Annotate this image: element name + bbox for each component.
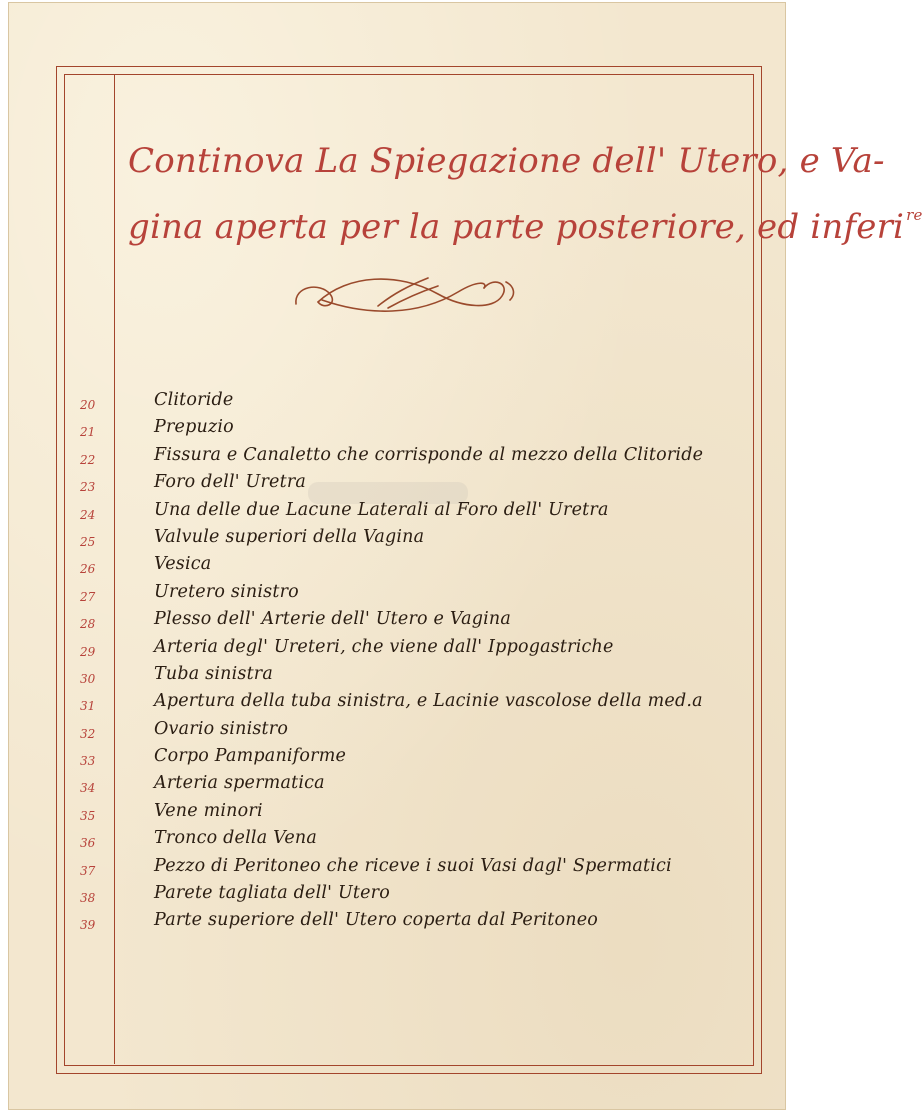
list-item <box>60 908 740 935</box>
entry-number: 32 <box>80 726 96 741</box>
entry-text: Apertura della tuba sinistra, e Lacinie vascolose della med.a <box>154 691 703 712</box>
entry-text: Parte superiore dell' Utero coperta dal Peritoneo <box>154 910 598 931</box>
list-item <box>60 662 740 689</box>
list-item <box>60 388 740 415</box>
entry-text: Uretero sinistro <box>154 581 299 602</box>
page-title <box>128 134 923 254</box>
list-item <box>60 552 740 579</box>
list-item <box>60 799 740 826</box>
list-item <box>60 717 740 744</box>
list-item <box>60 689 740 716</box>
calligraphic-flourish-icon <box>288 264 518 324</box>
list-item <box>60 498 740 525</box>
entry-number: 24 <box>80 507 96 522</box>
entry-number: 21 <box>80 425 96 440</box>
entry-text: Tronco della Vena <box>154 828 317 849</box>
entry-text: Corpo Pampaniforme <box>154 746 347 767</box>
entry-number: 33 <box>80 754 96 769</box>
entry-number: 34 <box>80 781 96 796</box>
entry-number: 36 <box>80 836 96 851</box>
entry-text: Vesica <box>154 554 212 575</box>
list-item <box>60 744 740 771</box>
entry-text: Foro dell' Uretra <box>154 472 307 493</box>
list-item <box>60 826 740 853</box>
entry-text: Fissura e Canaletto che corrisponde al mezzo della Clitoride <box>154 444 704 465</box>
entry-text: Plesso dell' Arterie dell' Utero e Vagina <box>154 609 512 630</box>
entry-number: 23 <box>80 480 96 495</box>
entry-text: Clitoride <box>154 390 234 410</box>
title-line-2-text: gina aperta per la parte posteriore, ed inferi <box>128 207 905 247</box>
legend-list <box>60 388 740 936</box>
entry-number: 31 <box>80 699 96 714</box>
list-item <box>60 580 740 607</box>
entry-text: Tuba sinistra <box>154 663 273 684</box>
title-line-1: Continova La Spiegazione dell' Utero, e Va- <box>128 141 885 181</box>
list-item <box>60 470 740 497</box>
title-superscript: re <box>906 206 923 224</box>
list-item <box>60 607 740 634</box>
list-item <box>60 881 740 908</box>
entry-number: 39 <box>80 918 96 933</box>
entry-number: 38 <box>80 891 96 906</box>
entry-number: 25 <box>80 534 96 549</box>
entry-text: Valvule superiori della Vagina <box>154 526 425 547</box>
entry-text: Arteria degl' Ureteri, che viene dall' Ippogastriche <box>154 636 614 657</box>
entry-text: Ovario sinistro <box>154 718 289 739</box>
entry-number: 27 <box>80 589 96 604</box>
entry-number: 30 <box>80 671 96 686</box>
title-line-2 <box>128 188 923 254</box>
entry-number: 28 <box>80 617 96 632</box>
list-item <box>60 854 740 881</box>
entry-text: Vene minori <box>154 800 263 821</box>
entry-number: 22 <box>80 452 96 467</box>
list-item <box>60 415 740 442</box>
entry-number: 20 <box>80 398 96 412</box>
entry-text: Arteria spermatica <box>154 773 325 794</box>
list-item <box>60 443 740 470</box>
list-item <box>60 771 740 798</box>
entry-text: Pezzo di Peritoneo che riceve i suoi Vasi dagl' Spermatici <box>154 855 672 876</box>
entry-text: Una delle due Lacune Laterali al Foro dell' Uretra <box>154 499 609 520</box>
entry-number: 29 <box>80 644 96 659</box>
entry-number: 35 <box>80 808 96 823</box>
entry-number: 26 <box>80 562 96 577</box>
entry-number: 37 <box>80 863 96 878</box>
list-item <box>60 635 740 662</box>
list-item <box>60 525 740 552</box>
entry-text: Parete tagliata dell' Utero <box>154 883 390 904</box>
entry-text: Prepuzio <box>154 417 234 438</box>
